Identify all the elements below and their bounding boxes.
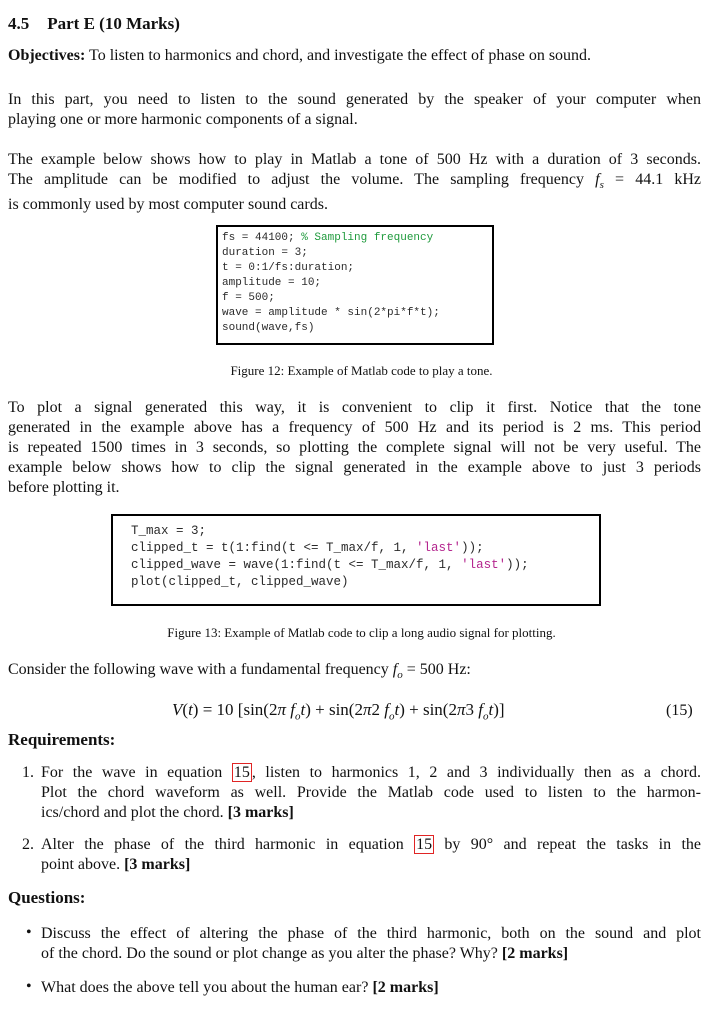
example-line-3: is commonly used by most computer sound cards. [8, 196, 328, 214]
plot-line-2: generated in the example above has a frequency of 500 Hz and its period is 2 ms. This period [8, 419, 701, 436]
bullet-icon: • [26, 978, 32, 995]
figure-13-caption: Figure 13: Example of Matlab code to clip a long audio signal for plotting. [167, 625, 556, 640]
requirement-1-marker: 1. [22, 764, 34, 781]
objectives-label: Objectives: [8, 47, 86, 64]
code-box-play-tone [216, 225, 494, 345]
figure-12-caption: Figure 12: Example of Matlab code to play a tone. [230, 363, 493, 378]
equation-number: (15) [666, 702, 693, 719]
code-line: sound(wave,fs) [222, 322, 315, 334]
code-line: wave = amplitude * sin(2*pi*f*t); [222, 307, 440, 319]
consider-line: Consider the following wave with a fundamental frequency $f_o = 500$ Hz: [8, 661, 471, 682]
code-line: plot(clipped_t, clipped_wave) [131, 575, 349, 589]
section-number: 4.5 [8, 14, 30, 33]
objectives-paragraph [8, 46, 718, 66]
code-block-clip-signal: T_max = 3; clipped_t = t(1:find(t <= T_max/f, 1, 'last')); clipped_wave = wave(1:find(t <= T_max/f, 1, 'last')); plot(clipped_t, clipped_wave) [131, 524, 529, 589]
code-string: 'last' [461, 558, 507, 572]
requirement-2: Alter the phase of the third harmonic in equation 15 by 90° and repeat the tasks in the point above. [3 marks] [41, 836, 702, 873]
objectives-text: To listen to harmonics and chord, and investigate the effect of phase on sound. [89, 47, 592, 64]
requirement-1: For the wave in equation 15 , listen to harmonics 1, 2 and 3 individually then as a chord. Plot the chord waveform as well. Provide the Matlab code used to listen to the harmon- ics/chord and plot the chord. [3 marks] [41, 764, 702, 821]
question-1: Discuss the effect of altering the phase of the third harmonic, both on the sound and plot of the chord. Do the sound or plot change as you alter the phase? Why? [2 marks] [41, 925, 701, 962]
code-comment: % Sampling frequency [301, 232, 434, 244]
marks-badge: [2 marks] [501, 945, 569, 962]
intro-line-2: playing one or more harmonic components of a signal. [8, 111, 358, 128]
plot-line-4: example below shows how to clip the signal generated in the example above to just 3 periods [8, 459, 701, 476]
section-heading [8, 14, 180, 34]
section-title: Part E (10 Marks) [47, 14, 180, 33]
equation-reference-link[interactable]: 15 [233, 764, 250, 781]
code-line: amplitude = 10; [222, 277, 322, 289]
requirements-label: Requirements: [8, 730, 116, 749]
code-line: duration = 3; [222, 247, 308, 259]
bullet-icon: • [26, 924, 32, 941]
code-line: f = 500; [222, 292, 275, 304]
code-line: fs = 44100; [222, 232, 302, 244]
questions-label: Questions: [8, 888, 86, 907]
example-line-2: The amplitude can be modified to adjust the volume. The sampling frequency $f_s = 44.1$ kHz [8, 171, 702, 192]
example-line-1: The example below shows how to play in Matlab a tone of 500 Hz with a duration of 3 seconds. [8, 151, 701, 168]
plot-line-1: To plot a signal generated this way, it is convenient to clip it first. Notice that the tone [8, 399, 701, 416]
plot-line-5: before plotting it. [8, 479, 120, 496]
code-string: 'last' [416, 541, 462, 555]
intro-line-1: In this part, you need to listen to the sound generated by the speaker of your computer when [8, 91, 701, 108]
question-2: What does the above tell you about the human ear? [2 marks] [41, 979, 439, 996]
code-line: clipped_t = t(1:find(t <= T_max/f, 1, [131, 541, 417, 555]
equation-15: V(t) = 10 [sin(2π $f_ot) + \sin(2\pi 2$ $f_ot) + \sin(2\pi 3$ $f_ot$)] [172, 700, 505, 723]
code-box-clip-signal [111, 514, 601, 606]
requirement-2-marker: 2. [22, 836, 34, 853]
marks-badge: [3 marks] [227, 804, 294, 821]
code-line: clipped_wave = wave(1:find(t <= T_max/f, 1, [131, 558, 462, 572]
code-line: T_max = 3; [131, 524, 207, 538]
example-paragraph [8, 150, 701, 215]
plot-paragraph [8, 398, 701, 498]
code-block-play-tone [218, 227, 492, 336]
code-line: t = 0:1/fs:duration; [222, 262, 355, 274]
equation-reference-link[interactable]: 15 [416, 836, 433, 853]
intro-paragraph [8, 90, 701, 130]
plot-line-3: is repeated 1500 times in 3 seconds, so plotting the complete signal will not be very useful. The [8, 439, 701, 456]
marks-badge: [2 marks] [372, 979, 439, 996]
marks-badge: [3 marks] [124, 856, 191, 873]
